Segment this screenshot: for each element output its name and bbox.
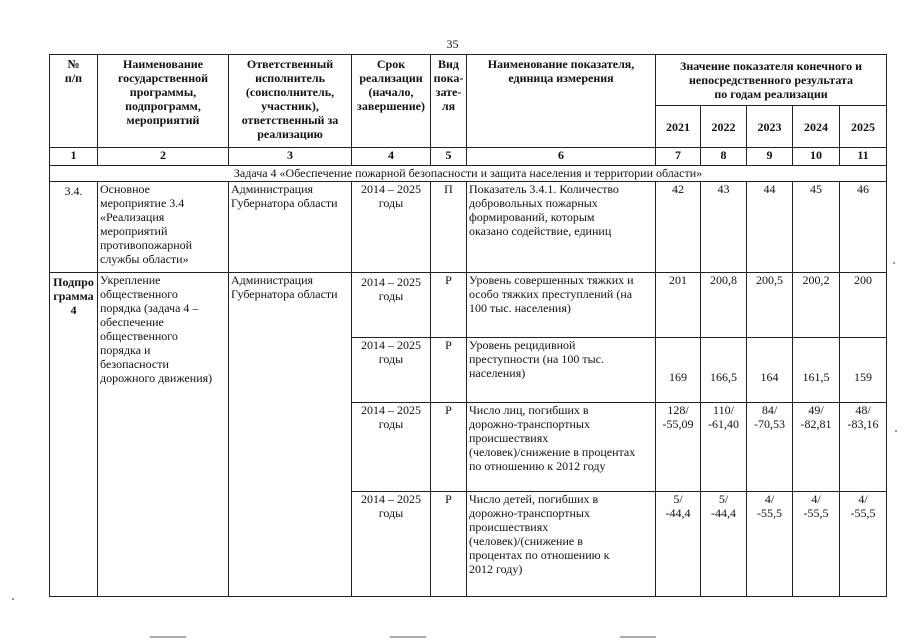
year-2024: 2024 — [793, 106, 840, 148]
col-num-10: 10 — [793, 148, 840, 166]
row-indicator: Уровень рецидивной преступности (на 100 тыс. населения) — [467, 338, 656, 403]
col-num-7: 7 — [656, 148, 701, 166]
table-row — [50, 273, 887, 338]
value-2024: 45 — [793, 182, 840, 273]
row-type: Р — [431, 492, 467, 597]
col-num-11: 11 — [840, 148, 887, 166]
column-number-row — [50, 148, 887, 166]
row-indicator: Уровень совершенных тяжких и особо тяжких преступлений (на 100 тыс. населения) — [467, 273, 656, 338]
row-term: 2014 – 2025 годы — [352, 492, 431, 597]
subprogram-executor: Администрация Губернатора области — [229, 273, 352, 597]
header-executor: Ответственный исполнитель (соисполнитель, участник), ответственный за реализацию — [229, 55, 352, 148]
value-2021: 169 — [656, 338, 701, 403]
value-2023: 84/ -70,53 — [747, 403, 793, 492]
value-2023: 44 — [747, 182, 793, 273]
row-type: Р — [431, 338, 467, 403]
value-2022: 110/ -61,40 — [701, 403, 747, 492]
year-2022: 2022 — [701, 106, 747, 148]
value-2022: 200,8 — [701, 273, 747, 338]
value-2024: 200,2 — [793, 273, 840, 338]
value-2025: 46 — [840, 182, 887, 273]
row-name: Основное мероприятие 3.4 «Реализация мероприятий противопожарной службы области» — [98, 182, 229, 273]
value-2023: 164 — [747, 338, 793, 403]
task-title: Задача 4 «Обеспечение пожарной безопасности и защита населения и территории области» — [50, 166, 887, 182]
row-term: 2014 – 2025 годы — [352, 182, 431, 273]
row-executor: Администрация Губернатора области — [229, 182, 352, 273]
row-type: П — [431, 182, 467, 273]
value-2024: 161,5 — [793, 338, 840, 403]
value-2021: 5/ -44,4 — [656, 492, 701, 597]
row-type: Р — [431, 273, 467, 338]
value-2025: 200 — [840, 273, 887, 338]
value-2023: 200,5 — [747, 273, 793, 338]
value-2021: 42 — [656, 182, 701, 273]
value-2022: 166,5 — [701, 338, 747, 403]
value-2025: 159 — [840, 338, 887, 403]
header-term: Срок реализации (начало, завершение) — [352, 55, 431, 148]
scan-edge-mark — [150, 636, 186, 638]
col-num-1: 1 — [50, 148, 98, 166]
row-term: 2014 – 2025 годы — [352, 273, 431, 338]
header-row — [50, 55, 887, 106]
value-2025: 4/ -55,5 — [840, 492, 887, 597]
table-row — [50, 182, 887, 273]
col-num-5: 5 — [431, 148, 467, 166]
header-indicator: Наименование показателя, единица измерения — [467, 55, 656, 148]
col-num-4: 4 — [352, 148, 431, 166]
row-indicator: Число детей, погибших в дорожно-транспортных происшествиях (человек)/(снижение в процентах по отношению к 2012 году) — [467, 492, 656, 597]
value-2022: 5/ -44,4 — [701, 492, 747, 597]
subprogram-num: Подпро грамма 4 — [50, 273, 98, 597]
header-type: Вид пока- зате- ля — [431, 55, 467, 148]
task-row — [50, 166, 887, 182]
value-2021: 128/ -55,09 — [656, 403, 701, 492]
value-2022: 43 — [701, 182, 747, 273]
col-num-6: 6 — [467, 148, 656, 166]
subprogram-name: Укрепление общественного порядка (задача 4 – обеспечение общественного порядка и безопасности дорожного движения) — [98, 273, 229, 597]
col-num-3: 3 — [229, 148, 352, 166]
row-indicator: Число лиц, погибших в дорожно-транспортных происшествиях (человек)/снижение в процентах по отношению к 2012 году — [467, 403, 656, 492]
header-num: № п/п — [50, 55, 98, 148]
value-2024: 4/ -55,5 — [793, 492, 840, 597]
value-2021: 201 — [656, 273, 701, 338]
row-indicator: Показатель 3.4.1. Количество добровольных пожарных формирований, которым оказано содействие, единиц — [467, 182, 656, 273]
row-term: 2014 – 2025 годы — [352, 403, 431, 492]
year-2023: 2023 — [747, 106, 793, 148]
value-2023: 4/ -55,5 — [747, 492, 793, 597]
year-2025: 2025 — [840, 106, 887, 148]
value-2024: 49/ -82,81 — [793, 403, 840, 492]
row-type: Р — [431, 403, 467, 492]
year-2021: 2021 — [656, 106, 701, 148]
scan-speck — [12, 598, 14, 600]
scan-speck — [895, 430, 897, 432]
col-num-9: 9 — [747, 148, 793, 166]
header-values-group: Значение показателя конечного и непосредственного результата по годам реализации — [656, 55, 887, 106]
program-table — [49, 54, 887, 597]
value-2025: 48/ -83,16 — [840, 403, 887, 492]
scan-speck — [893, 262, 895, 264]
header-name: Наименование государственной программы, подпрограмм, мероприятий — [98, 55, 229, 148]
scan-edge-mark — [390, 636, 426, 638]
col-num-2: 2 — [98, 148, 229, 166]
page-number: 35 — [446, 37, 459, 51]
row-term: 2014 – 2025 годы — [352, 338, 431, 403]
row-num: 3.4. — [50, 182, 98, 273]
scan-edge-mark — [620, 636, 656, 638]
col-num-8: 8 — [701, 148, 747, 166]
